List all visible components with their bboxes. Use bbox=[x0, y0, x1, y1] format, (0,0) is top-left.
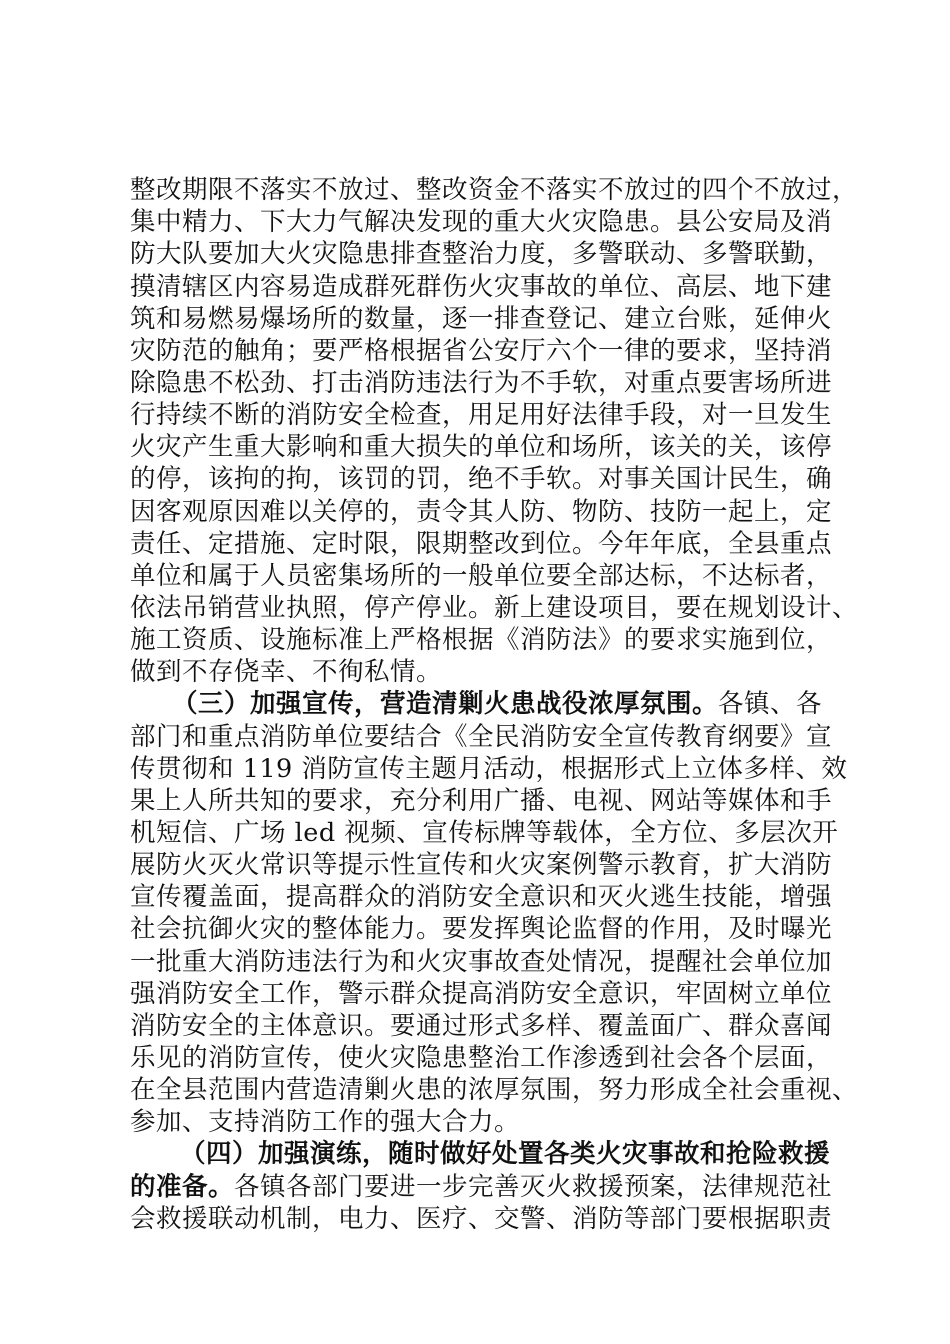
text-line: 摸清辖区内容易造成群死群伤火灾事故的单位、高层、地下建 bbox=[130, 272, 833, 302]
text-line: 施工资质、设施标准上严格根据《消防法》的要求实施到位， bbox=[130, 625, 833, 655]
text-line: 宣传覆盖面，提高群众的消防安全意识和灭火逃生技能，增强 bbox=[130, 882, 833, 912]
text-line: 果上人所共知的要求，充分利用广播、电视、网站等媒体和手 bbox=[130, 786, 833, 816]
text-line: 传贯彻和 119 消防宣传主题月活动，根据形式上立体多样、效 bbox=[130, 754, 848, 784]
section-4-heading-end: 的准备。 bbox=[130, 1172, 235, 1202]
section-3-lead: 各镇、各 bbox=[718, 689, 823, 719]
section-3-heading: （三）加强宣传，营造清剿火患战役浓厚氛围。 bbox=[172, 689, 719, 719]
text-line: 机短信、广场 led 视频、宣传标牌等载体，全方位、多层次开 bbox=[130, 818, 839, 848]
text-line: 责任、定措施、定时限，限期整改到位。今年年底，全县重点 bbox=[130, 529, 833, 559]
section-4-second-line bbox=[130, 1171, 850, 1203]
text-line: 单位和属于人员密集场所的一般单位要全部达标，不达标者， bbox=[130, 561, 833, 591]
section-4-lead: 各镇各部门要进一步完善灭火救援预案，法律规范社 bbox=[234, 1172, 833, 1202]
text-line: 火灾产生重大影响和重大损失的单位和场所，该关的关，该停 bbox=[130, 432, 833, 462]
text-line: 消防安全的主体意识。要通过形式多样、覆盖面广、群众喜闻 bbox=[130, 1011, 833, 1041]
text-line: 社会抗御火灾的整体能力。要发挥舆论监督的作用，及时曝光 bbox=[130, 914, 833, 944]
text-line: 一批重大消防违法行为和火灾事故查处情况，提醒社会单位加 bbox=[130, 947, 833, 977]
text-line: 依法吊销营业执照，停产停业。新上建设项目，要在规划设计、 bbox=[130, 593, 859, 623]
text-line: 集中精力、下大力气解决发现的重大火灾隐患。县公安局及消 bbox=[130, 207, 833, 237]
text-line: 会救援联动机制，电力、医疗、交警、消防等部门要根据职责 bbox=[130, 1204, 833, 1234]
text-line: 的停，该拘的拘，该罚的罚，绝不手软。对事关国计民生，确 bbox=[130, 464, 833, 494]
text-line: 做到不存侥幸、不徇私情。 bbox=[130, 657, 443, 687]
text-line: 行持续不断的消防安全检查，用足用好法律手段，对一旦发生 bbox=[130, 400, 833, 430]
section-3-first-line bbox=[172, 688, 892, 720]
text-line: 灾防范的触角；要严格根据省公安厅六个一律的要求，坚持消 bbox=[130, 336, 833, 366]
text-line: 部门和重点消防单位要结合《全民消防安全宣传教育纲要》宣 bbox=[130, 722, 833, 752]
text-line: 整改期限不落实不放过、整改资金不落实不放过的四个不放过， bbox=[130, 175, 859, 205]
text-line: 防大队要加大火灾隐患排查整治力度，多警联动、多警联勤， bbox=[130, 239, 833, 269]
text-line: 筑和易燃易爆场所的数量，逐一排查登记、建立台账，延伸火 bbox=[130, 304, 833, 334]
text-line: 因客观原因难以关停的，责令其人防、物防、技防一起上，定 bbox=[130, 497, 833, 527]
text-line: 乐见的消防宣传，使火灾隐患整治工作渗透到社会各个层面， bbox=[130, 1043, 833, 1073]
section-4-heading: （四）加强演练，随时做好处置各类火灾事故和抢险救援 bbox=[180, 1139, 831, 1169]
text-line: 展防火灭火常识等提示性宣传和火灾案例警示教育，扩大消防 bbox=[130, 850, 833, 880]
text-line: 除隐患不松劲、打击消防违法行为不手软，对重点要害场所进 bbox=[130, 368, 833, 398]
text-line: 在全县范围内营造清剿火患的浓厚氛围，努力形成全社会重视、 bbox=[130, 1075, 859, 1105]
text-line: 参加、支持消防工作的强大合力。 bbox=[130, 1107, 521, 1137]
text-line: 强消防安全工作，警示群众提高消防安全意识，牢固树立单位 bbox=[130, 979, 833, 1009]
